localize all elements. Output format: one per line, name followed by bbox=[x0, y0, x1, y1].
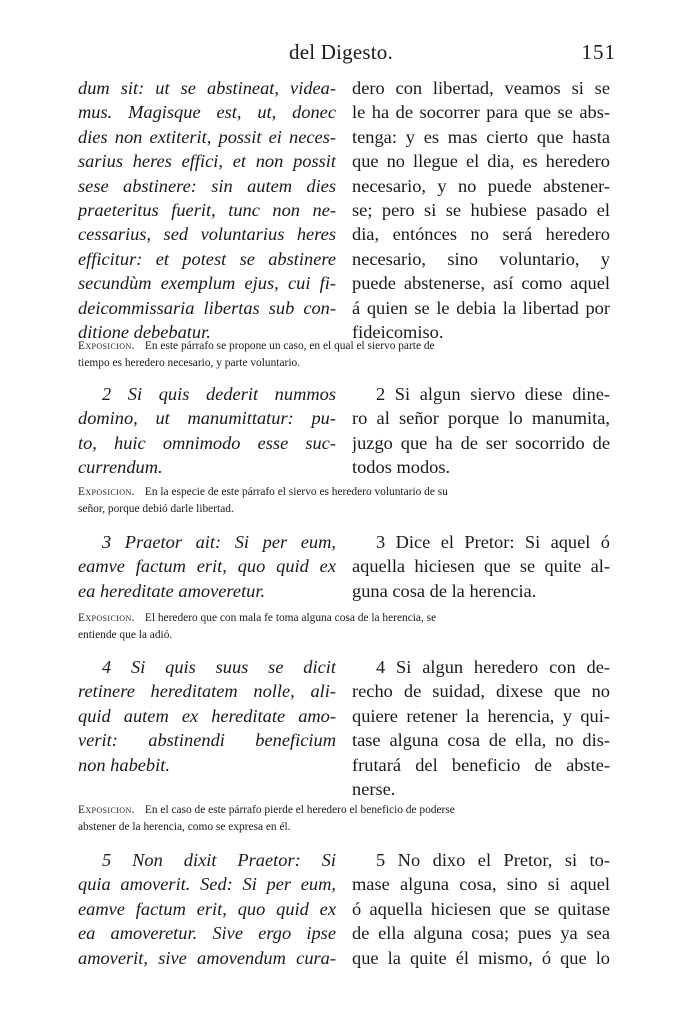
exposicion-note-2 bbox=[78, 484, 612, 517]
latin-line: sarius heres effici, et non possit bbox=[78, 151, 336, 172]
latin-line: 5 Non dixit Praetor: Si bbox=[102, 850, 336, 870]
spanish-line: 2 Si algun siervo diese dine- bbox=[376, 384, 610, 404]
spanish-line: se; pero si se hubiese pasado el bbox=[352, 200, 610, 221]
spanish-line: aquella hiciesen que se quite al- bbox=[352, 556, 610, 577]
exposicion-note-3 bbox=[78, 610, 612, 643]
spanish-line: dia, entónces no será heredero bbox=[352, 224, 610, 245]
exposicion-line: entiende que la adió. bbox=[78, 628, 173, 641]
exposicion-line: señor, porque debió darle libertad. bbox=[78, 502, 234, 515]
spanish-line: guna cosa de la herencia. bbox=[352, 580, 537, 601]
exposicion-label: Exposicion. bbox=[78, 804, 135, 816]
latin-line: non habebit. bbox=[78, 754, 170, 775]
spanish-column bbox=[352, 530, 610, 603]
exposicion-label: Exposicion. bbox=[78, 612, 135, 624]
latin-line: quid autem ex hereditate amo- bbox=[78, 705, 336, 726]
latin-column bbox=[78, 655, 336, 777]
exposicion-line bbox=[78, 802, 612, 819]
exposicion-label: Exposicion. bbox=[78, 340, 135, 352]
spanish-line: quiere retener la herencia, y qui- bbox=[352, 705, 610, 726]
latin-line: dum sit: ut se abstineat, videa- bbox=[78, 78, 336, 98]
spanish-line: ó aquella hiciesen que se quitase bbox=[352, 898, 610, 919]
latin-line: amoverit, sive amovendum cura- bbox=[78, 947, 336, 968]
exposicion-text: En este párrafo se propone un caso, en el qual el siervo parte de bbox=[144, 340, 435, 352]
spanish-line: frutará del beneficio de abste- bbox=[352, 754, 610, 775]
spanish-column bbox=[352, 76, 610, 344]
spanish-line: que no llegue el dia, es heredero bbox=[352, 151, 610, 172]
spanish-line: de ella alguna cosa; pues ya sea bbox=[352, 923, 610, 944]
latin-line: ea hereditate amoveretur. bbox=[78, 580, 266, 601]
spanish-line: todos modos. bbox=[352, 457, 451, 478]
exposicion-text: En el caso de este párrafo pierde el heredero el beneficio de poderse bbox=[144, 804, 455, 816]
latin-line: verit: abstinendi beneficium bbox=[78, 730, 336, 751]
latin-line: 3 Praetor ait: Si per eum, bbox=[102, 532, 336, 552]
latin-line: eamve factum erit, quo quid ex bbox=[78, 556, 336, 577]
spanish-column bbox=[352, 848, 610, 970]
latin-line: mus. Magisque est, ut, donec bbox=[78, 102, 336, 123]
running-title: del Digesto. bbox=[289, 40, 393, 64]
spanish-line: puede abstenerse, así como aquel bbox=[352, 273, 610, 294]
spanish-line: 5 No dixo el Pretor, si to- bbox=[376, 850, 610, 870]
spanish-line: mase alguna cosa, sino si aquel bbox=[352, 874, 610, 895]
latin-line: 4 Si quis suus se dicit bbox=[102, 657, 336, 677]
exposicion-note-1 bbox=[78, 338, 612, 371]
latin-line: cessarius, sed voluntarius heres bbox=[78, 224, 336, 245]
spanish-line: 4 Si algun heredero con de- bbox=[376, 657, 610, 677]
latin-line: to, huic omnimodo esse suc- bbox=[78, 432, 336, 453]
latin-line: praeteritus fuerit, tunc non ne- bbox=[78, 200, 336, 221]
exposicion-note-4 bbox=[78, 802, 612, 835]
spanish-line: recho de suidad, dixese que no bbox=[352, 681, 610, 702]
latin-column bbox=[78, 530, 336, 603]
exposicion-line: tiempo es heredero necesario, y parte voluntario. bbox=[78, 356, 301, 369]
latin-line: ea amoveretur. Sive ergo ipse bbox=[78, 923, 336, 944]
spanish-line: necesario, sino voluntario, y bbox=[352, 248, 610, 269]
latin-line: dies non extiterit, possit ei neces- bbox=[78, 126, 336, 147]
latin-line: efficitur: et potest se abstinere bbox=[78, 248, 336, 269]
latin-line: 2 Si quis dederit nummos bbox=[102, 384, 336, 404]
spanish-line: necesario, y no puede abstener- bbox=[352, 175, 610, 196]
latin-line: sese abstinere: sin autem dies bbox=[78, 175, 336, 196]
spanish-line: á quien se le debia la libertad por bbox=[352, 297, 610, 318]
running-head bbox=[0, 40, 682, 70]
spanish-line: tenga: y es mas cierto que hasta bbox=[352, 126, 610, 147]
latin-line: currendum. bbox=[78, 457, 163, 478]
spanish-line: nerse. bbox=[352, 779, 396, 800]
latin-line: deicommissaria libertas sub con- bbox=[78, 297, 336, 318]
latin-column bbox=[78, 76, 336, 344]
page-number: 151 bbox=[581, 40, 616, 64]
spanish-line: juzgo que ha de ser socorrido de bbox=[352, 432, 610, 453]
exposicion-line bbox=[78, 338, 612, 355]
latin-column bbox=[78, 382, 336, 480]
spanish-line: ro al señor porque lo manumita, bbox=[352, 408, 610, 429]
spanish-line: que la quite él mismo, ó que lo bbox=[352, 947, 610, 968]
exposicion-line: abstener de la herencia, como se expresa en él. bbox=[78, 820, 291, 833]
exposicion-label: Exposicion. bbox=[78, 486, 135, 498]
spanish-line: dero con libertad, veamos si se bbox=[352, 78, 610, 98]
spanish-line: fideicomiso. bbox=[352, 322, 444, 343]
latin-line: ditione debebatur. bbox=[78, 322, 211, 343]
latin-line: eamve factum erit, quo quid ex bbox=[78, 898, 336, 919]
exposicion-text: En la especie de este párrafo el siervo es heredero voluntario de su bbox=[144, 486, 448, 498]
spanish-line: tase alguna cosa de ella, no dis- bbox=[352, 730, 610, 751]
latin-column bbox=[78, 848, 336, 970]
spanish-line: le ha de socorrer para que se abs- bbox=[352, 102, 610, 123]
latin-line: quia amoverit. Sed: Si per eum, bbox=[78, 874, 336, 895]
exposicion-line bbox=[78, 484, 612, 501]
spanish-column bbox=[352, 382, 610, 480]
latin-line: retinere hereditatem nolle, ali- bbox=[78, 681, 336, 702]
latin-line: domino, ut manumittatur: pu- bbox=[78, 408, 336, 429]
spanish-line: 3 Dice el Pretor: Si aquel ó bbox=[376, 532, 610, 552]
exposicion-text: El heredero que con mala fe toma alguna cosa de la herencia, se bbox=[144, 612, 437, 624]
exposicion-line bbox=[78, 610, 612, 627]
spanish-column bbox=[352, 655, 610, 801]
latin-line: secundùm exemplum ejus, cui fi- bbox=[78, 273, 336, 294]
